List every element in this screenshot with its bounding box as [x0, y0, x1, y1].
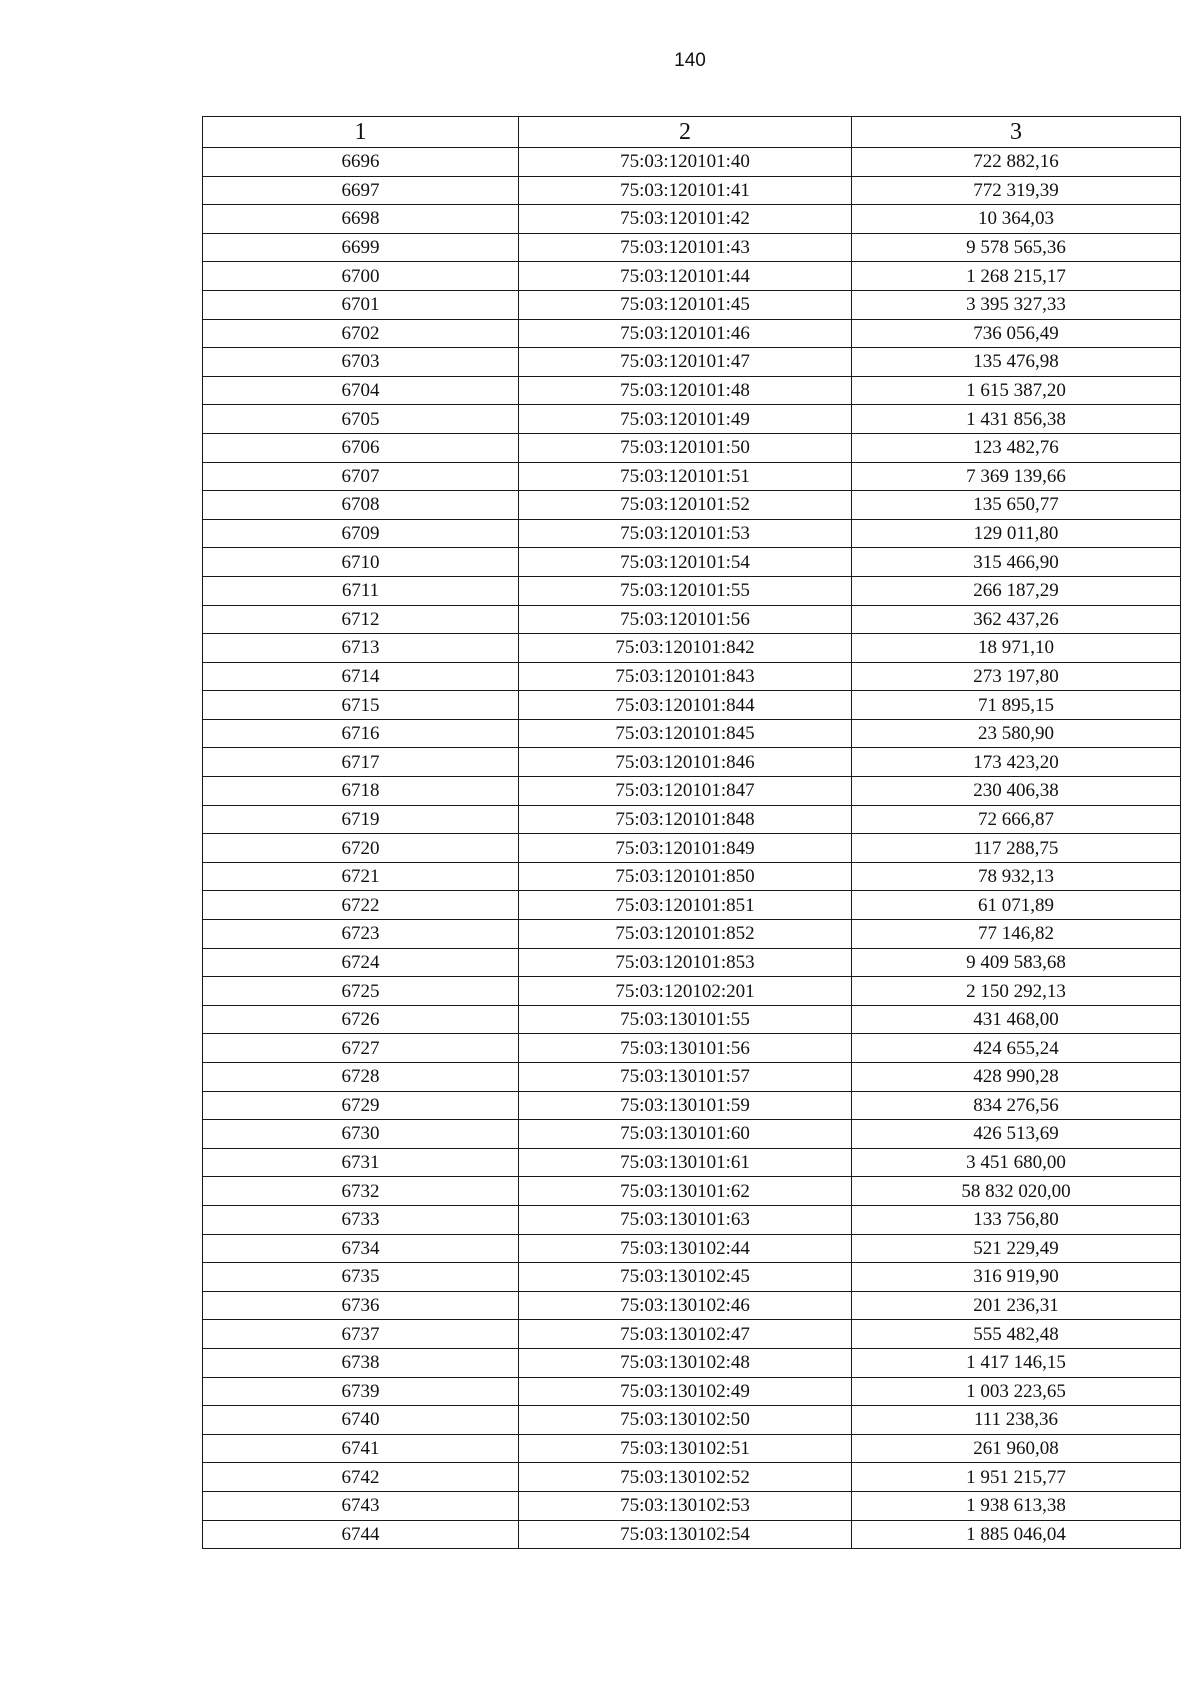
cadastral-number-cell: 75:03:130102:48: [519, 1348, 852, 1377]
cadastral-number-cell: 75:03:120101:41: [519, 176, 852, 205]
cadastral-number-cell: 75:03:120102:201: [519, 977, 852, 1006]
value-cell: 3 395 327,33: [852, 290, 1181, 319]
value-cell: 736 056,49: [852, 319, 1181, 348]
value-cell: 1 268 215,17: [852, 262, 1181, 291]
table-header-row: [203, 117, 1181, 148]
table-row: [203, 176, 1181, 205]
value-cell: 1 431 856,38: [852, 405, 1181, 434]
cadastral-number-cell: 75:03:130101:62: [519, 1177, 852, 1206]
cadastral-number-cell: 75:03:130102:54: [519, 1520, 852, 1549]
row-number-cell: 6739: [203, 1377, 519, 1406]
table-row: [203, 1377, 1181, 1406]
table-row: [203, 548, 1181, 577]
row-number-cell: 6716: [203, 719, 519, 748]
value-cell: 1 885 046,04: [852, 1520, 1181, 1549]
table-row: [203, 719, 1181, 748]
table-row: [203, 290, 1181, 319]
row-number-cell: 6732: [203, 1177, 519, 1206]
value-cell: 555 482,48: [852, 1320, 1181, 1349]
value-cell: 424 655,24: [852, 1034, 1181, 1063]
cadastral-number-cell: 75:03:130101:60: [519, 1120, 852, 1149]
value-cell: 315 466,90: [852, 548, 1181, 577]
row-number-cell: 6713: [203, 634, 519, 663]
value-cell: 426 513,69: [852, 1120, 1181, 1149]
cadastral-number-cell: 75:03:130101:59: [519, 1091, 852, 1120]
value-cell: 316 919,90: [852, 1263, 1181, 1292]
value-cell: 230 406,38: [852, 777, 1181, 806]
row-number-cell: 6708: [203, 491, 519, 520]
value-cell: 10 364,03: [852, 205, 1181, 234]
cadastral-number-cell: 75:03:120101:853: [519, 948, 852, 977]
value-cell: 9 409 583,68: [852, 948, 1181, 977]
row-number-cell: 6704: [203, 376, 519, 405]
table-row: [203, 348, 1181, 377]
table-row: [203, 262, 1181, 291]
cadastral-number-cell: 75:03:120101:847: [519, 777, 852, 806]
cadastral-number-cell: 75:03:120101:842: [519, 634, 852, 663]
row-number-cell: 6743: [203, 1491, 519, 1520]
table-row: [203, 1148, 1181, 1177]
value-cell: 72 666,87: [852, 805, 1181, 834]
value-cell: 266 187,29: [852, 576, 1181, 605]
cadastral-number-cell: 75:03:120101:40: [519, 148, 852, 177]
table-row: [203, 233, 1181, 262]
table-row: [203, 891, 1181, 920]
value-cell: 722 882,16: [852, 148, 1181, 177]
value-cell: 135 476,98: [852, 348, 1181, 377]
cadastral-number-cell: 75:03:120101:852: [519, 920, 852, 949]
cadastral-number-cell: 75:03:130101:55: [519, 1005, 852, 1034]
value-cell: 133 756,80: [852, 1205, 1181, 1234]
cadastral-number-cell: 75:03:120101:848: [519, 805, 852, 834]
value-cell: 3 451 680,00: [852, 1148, 1181, 1177]
row-number-cell: 6734: [203, 1234, 519, 1263]
table-row: [203, 405, 1181, 434]
table-row: [203, 205, 1181, 234]
column-header-2: 2: [519, 117, 852, 148]
table-row: [203, 1291, 1181, 1320]
value-cell: 261 960,08: [852, 1434, 1181, 1463]
data-table: [202, 116, 1181, 1549]
row-number-cell: 6720: [203, 834, 519, 863]
value-cell: 71 895,15: [852, 691, 1181, 720]
value-cell: 61 071,89: [852, 891, 1181, 920]
row-number-cell: 6724: [203, 948, 519, 977]
cadastral-number-cell: 75:03:130102:46: [519, 1291, 852, 1320]
cadastral-number-cell: 75:03:120101:845: [519, 719, 852, 748]
cadastral-number-cell: 75:03:130102:51: [519, 1434, 852, 1463]
row-number-cell: 6740: [203, 1406, 519, 1435]
table-row: [203, 977, 1181, 1006]
value-cell: 78 932,13: [852, 862, 1181, 891]
value-cell: 123 482,76: [852, 433, 1181, 462]
cadastral-number-cell: 75:03:120101:42: [519, 205, 852, 234]
value-cell: 201 236,31: [852, 1291, 1181, 1320]
row-number-cell: 6706: [203, 433, 519, 462]
value-cell: 772 319,39: [852, 176, 1181, 205]
table-row: [203, 1063, 1181, 1092]
cadastral-number-cell: 75:03:120101:849: [519, 834, 852, 863]
cadastral-number-cell: 75:03:120101:55: [519, 576, 852, 605]
cadastral-number-cell: 75:03:120101:52: [519, 491, 852, 520]
table-row: [203, 491, 1181, 520]
row-number-cell: 6714: [203, 662, 519, 691]
table-row: [203, 634, 1181, 663]
row-number-cell: 6744: [203, 1520, 519, 1549]
row-number-cell: 6725: [203, 977, 519, 1006]
row-number-cell: 6722: [203, 891, 519, 920]
cadastral-number-cell: 75:03:120101:850: [519, 862, 852, 891]
table-row: [203, 1348, 1181, 1377]
table-row: [203, 1434, 1181, 1463]
value-cell: 521 229,49: [852, 1234, 1181, 1263]
row-number-cell: 6711: [203, 576, 519, 605]
table-body: [203, 148, 1181, 1549]
cadastral-number-cell: 75:03:130101:56: [519, 1034, 852, 1063]
row-number-cell: 6718: [203, 777, 519, 806]
table-row: [203, 662, 1181, 691]
cadastral-number-cell: 75:03:120101:45: [519, 290, 852, 319]
row-number-cell: 6719: [203, 805, 519, 834]
row-number-cell: 6702: [203, 319, 519, 348]
cadastral-number-cell: 75:03:130102:49: [519, 1377, 852, 1406]
table-row: [203, 1205, 1181, 1234]
table-row: [203, 1491, 1181, 1520]
table-row: [203, 462, 1181, 491]
cadastral-number-cell: 75:03:120101:843: [519, 662, 852, 691]
row-number-cell: 6712: [203, 605, 519, 634]
value-cell: 77 146,82: [852, 920, 1181, 949]
value-cell: 1 003 223,65: [852, 1377, 1181, 1406]
row-number-cell: 6730: [203, 1120, 519, 1149]
row-number-cell: 6698: [203, 205, 519, 234]
table-row: [203, 748, 1181, 777]
value-cell: 23 580,90: [852, 719, 1181, 748]
value-cell: 1 938 613,38: [852, 1491, 1181, 1520]
cadastral-number-cell: 75:03:120101:49: [519, 405, 852, 434]
column-header-3: 3: [852, 117, 1181, 148]
row-number-cell: 6735: [203, 1263, 519, 1292]
table-row: [203, 777, 1181, 806]
value-cell: 428 990,28: [852, 1063, 1181, 1092]
cadastral-number-cell: 75:03:130101:63: [519, 1205, 852, 1234]
table-row: [203, 948, 1181, 977]
cadastral-number-cell: 75:03:130101:61: [519, 1148, 852, 1177]
row-number-cell: 6737: [203, 1320, 519, 1349]
table-row: [203, 576, 1181, 605]
row-number-cell: 6726: [203, 1005, 519, 1034]
value-cell: 9 578 565,36: [852, 233, 1181, 262]
table-row: [203, 1091, 1181, 1120]
value-cell: 7 369 139,66: [852, 462, 1181, 491]
row-number-cell: 6729: [203, 1091, 519, 1120]
value-cell: 1 615 387,20: [852, 376, 1181, 405]
row-number-cell: 6700: [203, 262, 519, 291]
value-cell: 58 832 020,00: [852, 1177, 1181, 1206]
table-row: [203, 1406, 1181, 1435]
table-row: [203, 805, 1181, 834]
value-cell: 129 011,80: [852, 519, 1181, 548]
table-row: [203, 148, 1181, 177]
row-number-cell: 6697: [203, 176, 519, 205]
table-row: [203, 834, 1181, 863]
cadastral-number-cell: 75:03:120101:43: [519, 233, 852, 262]
cadastral-number-cell: 75:03:120101:51: [519, 462, 852, 491]
value-cell: 431 468,00: [852, 1005, 1181, 1034]
cadastral-number-cell: 75:03:120101:44: [519, 262, 852, 291]
table-row: [203, 691, 1181, 720]
value-cell: 173 423,20: [852, 748, 1181, 777]
row-number-cell: 6721: [203, 862, 519, 891]
row-number-cell: 6742: [203, 1463, 519, 1492]
cadastral-number-cell: 75:03:120101:54: [519, 548, 852, 577]
table-row: [203, 862, 1181, 891]
value-cell: 18 971,10: [852, 634, 1181, 663]
row-number-cell: 6707: [203, 462, 519, 491]
cadastral-number-cell: 75:03:120101:48: [519, 376, 852, 405]
row-number-cell: 6710: [203, 548, 519, 577]
row-number-cell: 6705: [203, 405, 519, 434]
cadastral-number-cell: 75:03:120101:47: [519, 348, 852, 377]
cadastral-number-cell: 75:03:130102:47: [519, 1320, 852, 1349]
table-row: [203, 1120, 1181, 1149]
page-number: 140: [674, 50, 706, 71]
row-number-cell: 6738: [203, 1348, 519, 1377]
row-number-cell: 6736: [203, 1291, 519, 1320]
value-cell: 2 150 292,13: [852, 977, 1181, 1006]
row-number-cell: 6731: [203, 1148, 519, 1177]
table-row: [203, 1520, 1181, 1549]
cadastral-number-cell: 75:03:120101:46: [519, 319, 852, 348]
cadastral-number-cell: 75:03:120101:851: [519, 891, 852, 920]
row-number-cell: 6709: [203, 519, 519, 548]
row-number-cell: 6733: [203, 1205, 519, 1234]
table-row: [203, 1320, 1181, 1349]
table-row: [203, 319, 1181, 348]
table-row: [203, 1005, 1181, 1034]
row-number-cell: 6696: [203, 148, 519, 177]
table-row: [203, 1034, 1181, 1063]
table-row: [203, 1234, 1181, 1263]
table-row: [203, 920, 1181, 949]
table-row: [203, 519, 1181, 548]
table-row: [203, 1177, 1181, 1206]
row-number-cell: 6727: [203, 1034, 519, 1063]
cadastral-number-cell: 75:03:120101:844: [519, 691, 852, 720]
table-row: [203, 605, 1181, 634]
cadastral-number-cell: 75:03:130102:53: [519, 1491, 852, 1520]
row-number-cell: 6723: [203, 920, 519, 949]
column-header-1: 1: [203, 117, 519, 148]
table-row: [203, 433, 1181, 462]
cadastral-number-cell: 75:03:120101:846: [519, 748, 852, 777]
table-row: [203, 1263, 1181, 1292]
value-cell: 1 951 215,77: [852, 1463, 1181, 1492]
row-number-cell: 6717: [203, 748, 519, 777]
cadastral-number-cell: 75:03:120101:50: [519, 433, 852, 462]
row-number-cell: 6715: [203, 691, 519, 720]
cadastral-number-cell: 75:03:130102:44: [519, 1234, 852, 1263]
cadastral-number-cell: 75:03:120101:56: [519, 605, 852, 634]
cadastral-number-cell: 75:03:130102:52: [519, 1463, 852, 1492]
row-number-cell: 6741: [203, 1434, 519, 1463]
value-cell: 273 197,80: [852, 662, 1181, 691]
row-number-cell: 6699: [203, 233, 519, 262]
cadastral-number-cell: 75:03:130101:57: [519, 1063, 852, 1092]
value-cell: 1 417 146,15: [852, 1348, 1181, 1377]
table-row: [203, 1463, 1181, 1492]
cadastral-number-cell: 75:03:130102:50: [519, 1406, 852, 1435]
row-number-cell: 6728: [203, 1063, 519, 1092]
value-cell: 834 276,56: [852, 1091, 1181, 1120]
cadastral-number-cell: 75:03:120101:53: [519, 519, 852, 548]
row-number-cell: 6703: [203, 348, 519, 377]
table-row: [203, 376, 1181, 405]
value-cell: 111 238,36: [852, 1406, 1181, 1435]
cadastral-number-cell: 75:03:130102:45: [519, 1263, 852, 1292]
row-number-cell: 6701: [203, 290, 519, 319]
value-cell: 117 288,75: [852, 834, 1181, 863]
value-cell: 362 437,26: [852, 605, 1181, 634]
value-cell: 135 650,77: [852, 491, 1181, 520]
